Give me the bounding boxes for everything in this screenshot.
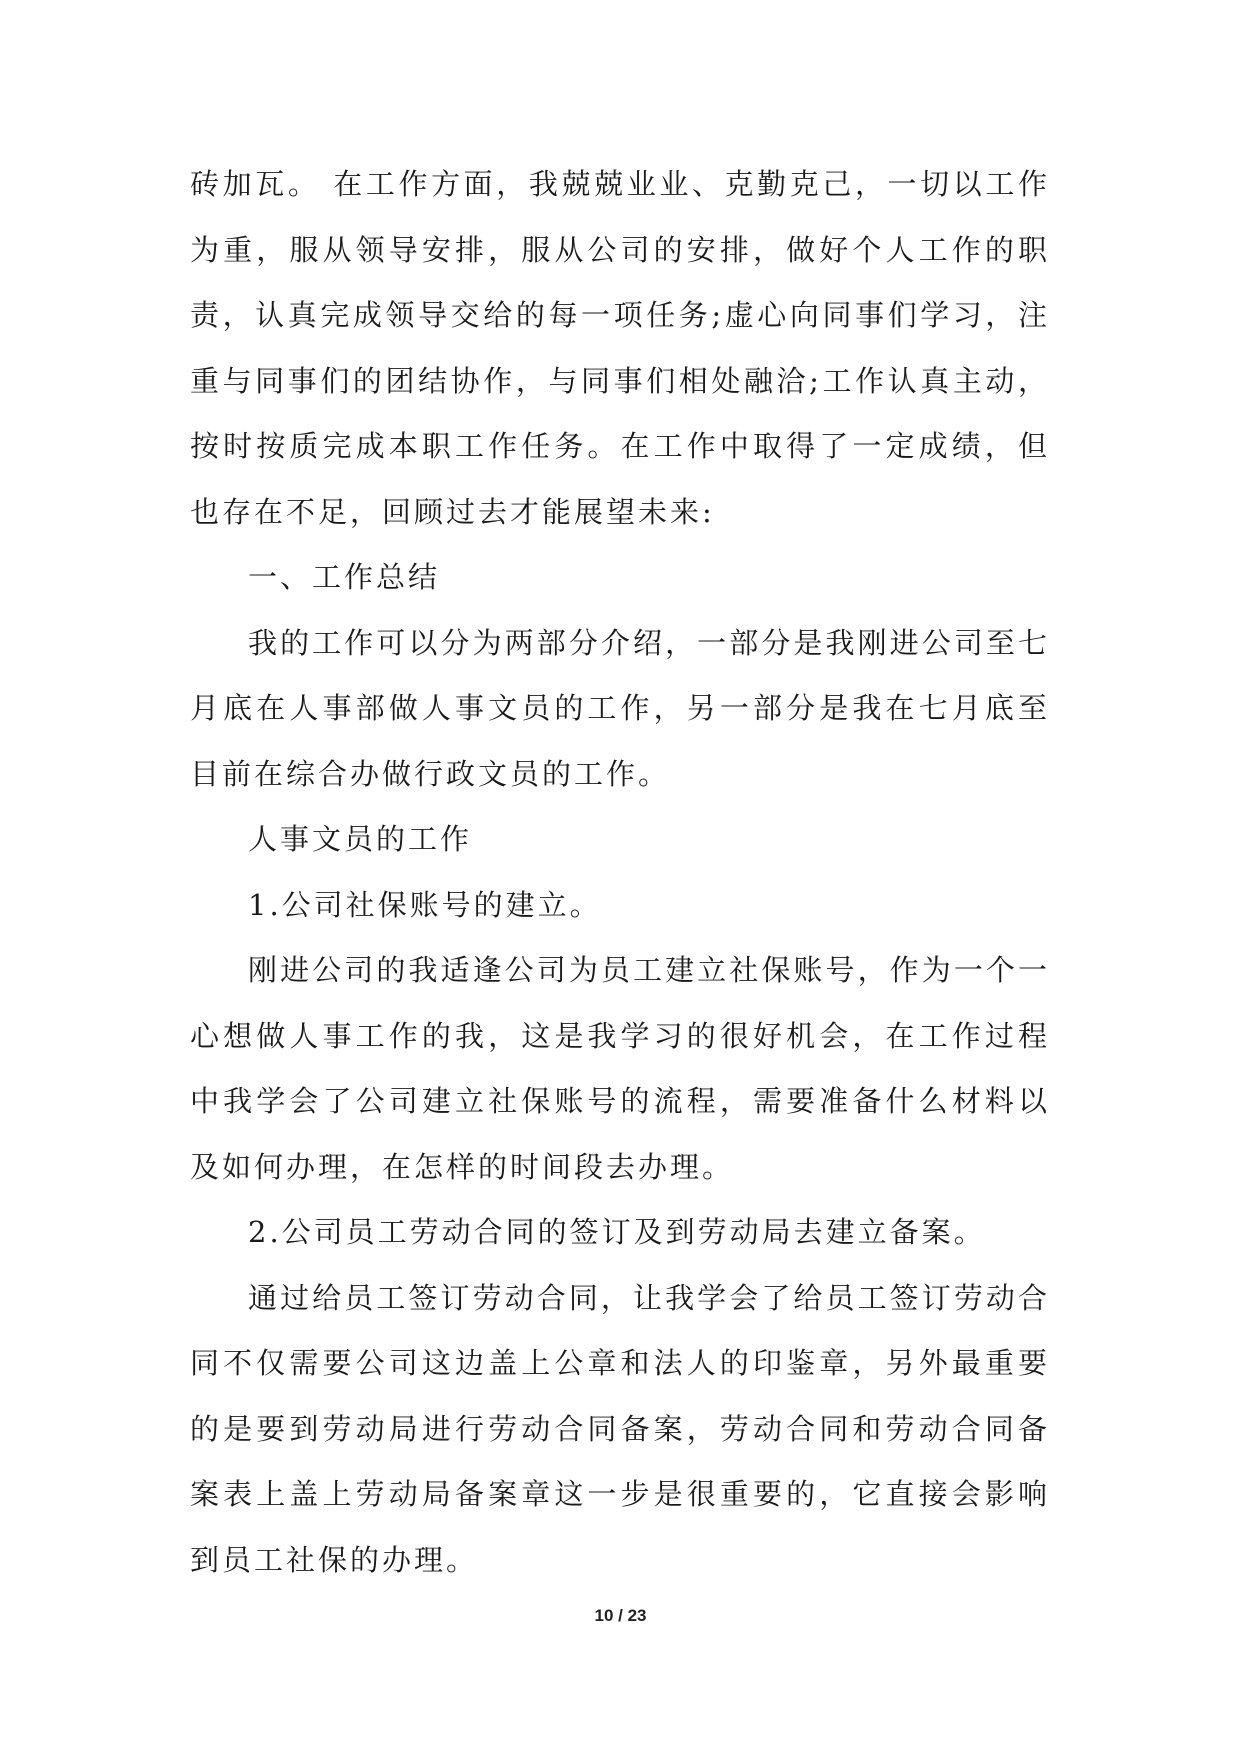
- paragraph-labor-contract-detail: 通过给员工签订劳动合同，让我学会了给员工签订劳动合同不仅需要公司这边盖上公章和法人的印鉴章，另外最重要的是要到劳动局进行劳动合同备案，劳动合同和劳动合同备案表上盖上劳动局备案章这一步是很重要的，它直接会影响到员工社保的办理。: [190, 1280, 1050, 1577]
- document-body: [190, 152, 1050, 1593]
- paragraph-social-security-detail: 刚进公司的我适逢公司为员工建立社保账号，作为一个一心想做人事工作的我，这是我学习的很好机会，在工作过程中我学会了公司建立社保账号的流程，需要准备什么材料以及如何办理，在怎样的时间段去办理。: [190, 953, 1050, 1184]
- page-number: 10 / 23: [594, 1606, 647, 1625]
- list-item-social-security-account: 1.公司社保账号的建立。: [248, 887, 602, 922]
- section-heading-work-summary: 一、工作总结: [248, 560, 441, 594]
- subheading-hr-clerk-work: 人事文员的工作: [248, 822, 473, 856]
- list-item-labor-contract: 2.公司员工劳动合同的签订及到劳动局去建立备案。: [248, 1215, 986, 1249]
- paragraph-work-overview: 我的工作可以分为两部分介绍，一部分是我刚进公司至七月底在人事部做人事文员的工作，另一部分是我在七月底至目前在综合办做行政文员的工作。: [190, 625, 1050, 791]
- paragraph-continuation: 砖加瓦。 在工作方面，我兢兢业业、克勤克己，一切以工作为重，服从领导安排，服从公司的安排，做好个人工作的职责，认真完成领导交给的每一项任务;虚心向同事们学习，注重与同事们的团结协作，与同事们相处融洽;工作认真主动，按时按质完成本职工作任务。在工作中取得了一定成绩，但也存在不足，回顾过去才能展望未来:: [190, 167, 1050, 529]
